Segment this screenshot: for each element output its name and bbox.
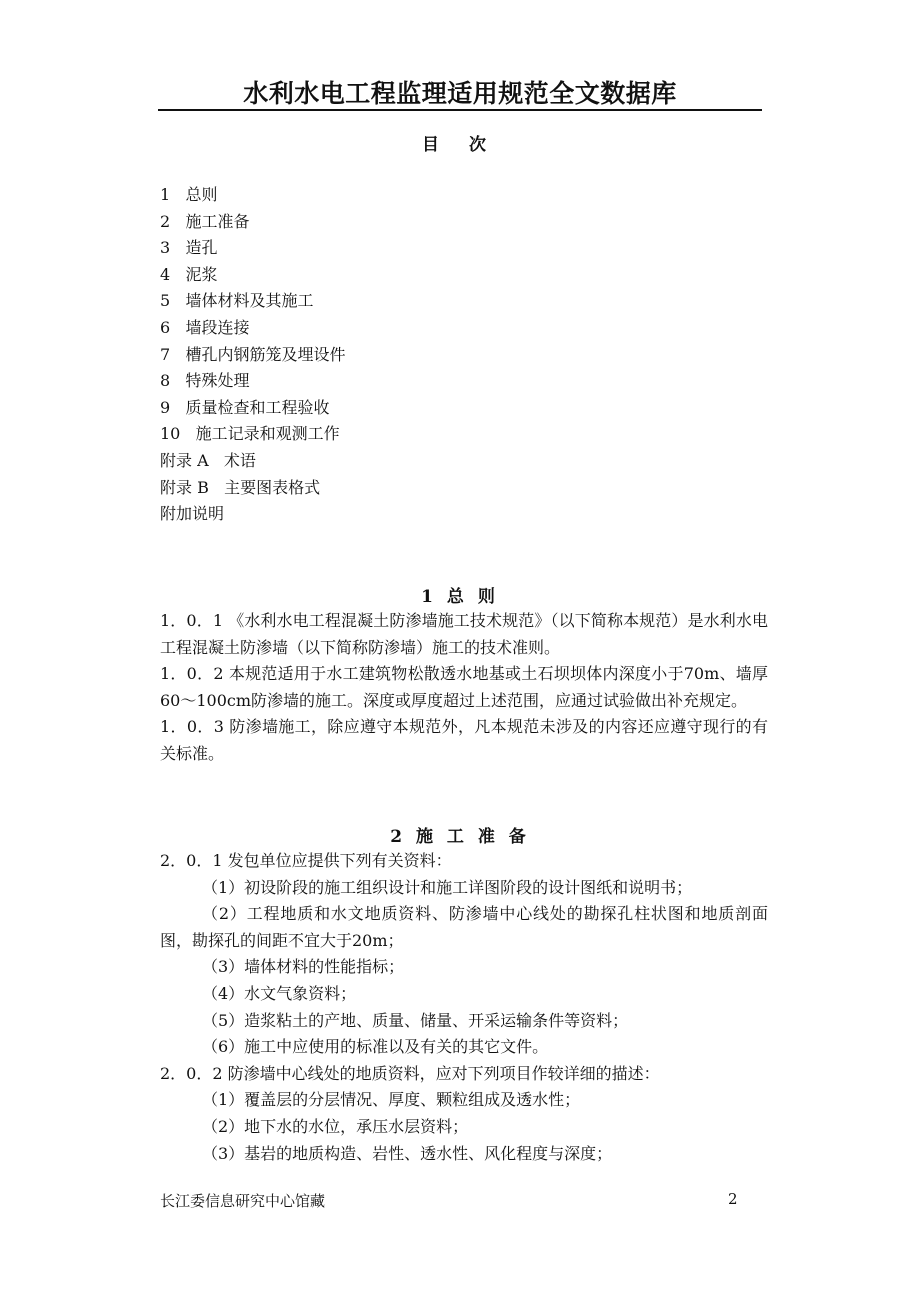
toc-item[interactable]: 6 墙段连接 xyxy=(160,317,250,337)
clause-2-0-1-item: （2）工程地质和水文地质资料、防渗墙中心线处的勘探孔柱状图和地质剖面图，勘探孔的间距不宜大于20m； xyxy=(160,904,768,950)
page-number: 2 xyxy=(728,1190,738,1208)
clause-2-0-1: 2．0．1 发包单位应提供下列有关资料： xyxy=(160,851,452,870)
toc-item[interactable]: 8 特殊处理 xyxy=(160,371,250,391)
toc-item[interactable]: 10 施工记录和观测工作 xyxy=(160,424,340,444)
section-1-title: 1 总 则 xyxy=(421,587,499,607)
toc-title: 目 次 xyxy=(422,135,498,155)
clause-2-0-2-item: （3）基岩的地质构造、岩性、透水性、风化程度与深度； xyxy=(202,1143,613,1163)
toc-item[interactable]: 4 泥浆 xyxy=(160,264,218,284)
clause-1-0-3: 1．0．3 防渗墙施工，除应遵守本规范外，凡本规范未涉及的内容还应遵守现行的有关标准。 xyxy=(160,717,768,763)
clause-2-0-2: 2．0．2 防渗墙中心线处的地质资料，应对下列项目作较详细的描述： xyxy=(160,1063,660,1083)
toc-item[interactable]: 5 墙体材料及其施工 xyxy=(160,291,314,311)
clause-2-0-1-item: （3）墙体材料的性能指标； xyxy=(202,957,405,977)
toc-item[interactable]: 7 槽孔内钢筋笼及埋设件 xyxy=(160,344,346,364)
section-2-title: 2 施 工 准 备 xyxy=(390,827,530,847)
footer-archive-note: 长江委信息研究中心馆藏 xyxy=(160,1192,326,1210)
section-2-body xyxy=(160,848,768,1167)
toc-item[interactable]: 9 质量检查和工程验收 xyxy=(160,397,330,417)
toc-item[interactable]: 3 造孔 xyxy=(160,238,218,258)
clause-1-0-2: 1．0．2 本规范适用于水工建筑物松散透水地基或土石坝坝体内深度小于70m、墙厚60～100cm防渗墙的施工。深度或厚度超过上述范围，应通过试验做出补充规定。 xyxy=(160,664,768,710)
clause-1-0-1: 1．0．1 《水利水电工程混凝土防渗墙施工技术规范》（以下简称本规范）是水利水电工程混凝土防渗墙（以下简称防渗墙）施工的技术准则。 xyxy=(160,611,768,657)
section-1-body xyxy=(160,608,768,768)
clause-2-0-1-item: （5）造浆粘土的产地、质量、储量、开采运输条件等资料； xyxy=(202,1010,629,1030)
toc-item[interactable]: 1 总则 xyxy=(160,185,218,204)
clause-2-0-1-item: （4）水文气象资料； xyxy=(202,983,357,1003)
toc-item[interactable]: 2 施工准备 xyxy=(160,211,250,231)
clause-2-0-2-item: （1）覆盖层的分层情况、厚度、颗粒组成及透水性； xyxy=(202,1090,581,1110)
toc-item[interactable]: 附录 A 术语 xyxy=(160,450,256,470)
header-title: 水利水电工程监理适用规范全文数据库 xyxy=(243,79,677,108)
header-rule xyxy=(158,109,762,111)
clause-2-0-1-item: （6）施工中应使用的标准以及有关的其它文件。 xyxy=(202,1037,549,1057)
toc-item[interactable]: 附加说明 xyxy=(160,504,225,524)
toc-list xyxy=(160,182,760,528)
clause-2-0-2-item: （2）地下水的水位，承压水层资料； xyxy=(202,1116,469,1136)
clause-2-0-1-item: （1）初设阶段的施工组织设计和施工详图阶段的设计图纸和说明书； xyxy=(202,877,693,897)
toc-item[interactable]: 附录 B 主要图表格式 xyxy=(160,477,321,497)
